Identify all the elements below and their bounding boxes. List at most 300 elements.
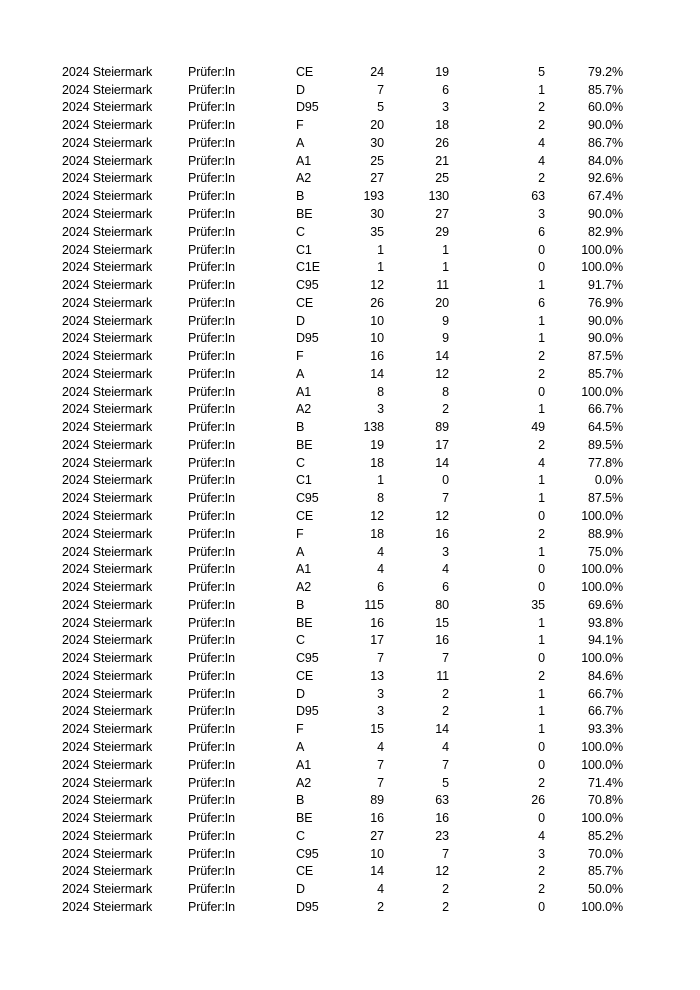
cell-license-class: F <box>296 118 304 133</box>
cell-failed: 1 <box>538 82 545 97</box>
cell-failed: 0 <box>538 384 545 399</box>
cell-year-region: 2024 Steiermark <box>62 402 153 417</box>
cell-license-class: C1 <box>296 242 312 257</box>
cell-license-class: C <box>296 224 305 239</box>
cell-pass-rate: 66.7% <box>588 402 623 417</box>
cell-pass-rate: 93.8% <box>588 615 623 630</box>
cell-pass-rate: 100.0% <box>581 509 623 524</box>
cell-examiner-role: Prüfer:In <box>188 668 236 683</box>
cell-passed: 14 <box>435 722 449 737</box>
cell-year-region: 2024 Steiermark <box>62 295 153 310</box>
cell-pass-rate: 69.6% <box>588 597 623 612</box>
cell-year-region: 2024 Steiermark <box>62 384 153 399</box>
cell-total: 10 <box>370 846 384 861</box>
cell-year-region: 2024 Steiermark <box>62 366 153 381</box>
table-row <box>62 489 623 507</box>
cell-pass-rate: 92.6% <box>588 171 623 186</box>
cell-license-class: D95 <box>296 899 319 914</box>
cell-examiner-role: Prüfer:In <box>188 597 236 612</box>
table-row <box>62 63 623 81</box>
cell-year-region: 2024 Steiermark <box>62 757 153 772</box>
cell-license-class: C1E <box>296 260 321 275</box>
cell-pass-rate: 70.8% <box>588 793 623 808</box>
cell-pass-rate: 90.0% <box>588 118 623 133</box>
cell-year-region: 2024 Steiermark <box>62 864 153 879</box>
cell-failed: 4 <box>538 153 545 168</box>
cell-year-region: 2024 Steiermark <box>62 242 153 257</box>
cell-total: 2 <box>377 899 384 914</box>
cell-license-class: CE <box>296 64 314 79</box>
cell-license-class: D <box>296 82 305 97</box>
cell-examiner-role: Prüfer:In <box>188 153 236 168</box>
cell-license-class: F <box>296 526 304 541</box>
cell-passed: 2 <box>442 402 449 417</box>
cell-passed: 4 <box>442 562 449 577</box>
cell-failed: 1 <box>538 722 545 737</box>
cell-total: 27 <box>370 828 384 843</box>
cell-examiner-role: Prüfer:In <box>188 366 236 381</box>
cell-year-region: 2024 Steiermark <box>62 846 153 861</box>
cell-failed: 1 <box>538 331 545 346</box>
cell-total: 8 <box>377 384 384 399</box>
cell-year-region: 2024 Steiermark <box>62 828 153 843</box>
cell-pass-rate: 85.7% <box>588 366 623 381</box>
cell-pass-rate: 76.9% <box>588 295 623 310</box>
cell-license-class: D95 <box>296 331 319 346</box>
cell-year-region: 2024 Steiermark <box>62 526 153 541</box>
cell-failed: 2 <box>538 366 545 381</box>
cell-license-class: F <box>296 722 304 737</box>
cell-license-class: A2 <box>296 402 312 417</box>
cell-passed: 9 <box>442 331 449 346</box>
cell-failed: 1 <box>538 704 545 719</box>
table-row <box>62 560 623 578</box>
cell-passed: 89 <box>435 420 449 435</box>
cell-passed: 23 <box>435 828 449 843</box>
cell-examiner-role: Prüfer:In <box>188 882 236 897</box>
table-row <box>62 418 623 436</box>
cell-license-class: D95 <box>296 704 319 719</box>
table-row <box>62 738 623 756</box>
cell-examiner-role: Prüfer:In <box>188 420 236 435</box>
cell-year-region: 2024 Steiermark <box>62 135 153 150</box>
cell-year-region: 2024 Steiermark <box>62 597 153 612</box>
cell-license-class: D <box>296 882 305 897</box>
cell-total: 35 <box>370 224 384 239</box>
cell-examiner-role: Prüfer:In <box>188 651 236 666</box>
cell-failed: 1 <box>538 491 545 506</box>
cell-examiner-role: Prüfer:In <box>188 704 236 719</box>
cell-failed: 2 <box>538 171 545 186</box>
cell-examiner-role: Prüfer:In <box>188 402 236 417</box>
cell-examiner-role: Prüfer:In <box>188 473 236 488</box>
cell-examiner-role: Prüfer:In <box>188 384 236 399</box>
cell-examiner-role: Prüfer:In <box>188 278 236 293</box>
table-row <box>62 898 623 916</box>
cell-failed: 0 <box>538 899 545 914</box>
cell-pass-rate: 87.5% <box>588 349 623 364</box>
cell-examiner-role: Prüfer:In <box>188 349 236 364</box>
cell-pass-rate: 75.0% <box>588 544 623 559</box>
cell-year-region: 2024 Steiermark <box>62 562 153 577</box>
cell-year-region: 2024 Steiermark <box>62 171 153 186</box>
cell-failed: 6 <box>538 224 545 239</box>
cell-total: 4 <box>377 544 384 559</box>
cell-license-class: CE <box>296 668 314 683</box>
cell-pass-rate: 79.2% <box>588 64 623 79</box>
cell-failed: 1 <box>538 402 545 417</box>
cell-examiner-role: Prüfer:In <box>188 615 236 630</box>
cell-license-class: C95 <box>296 491 319 506</box>
cell-examiner-role: Prüfer:In <box>188 739 236 754</box>
cell-failed: 1 <box>538 278 545 293</box>
cell-failed: 3 <box>538 207 545 221</box>
cell-examiner-role: Prüfer:In <box>188 455 236 470</box>
cell-total: 1 <box>377 260 384 275</box>
table-row <box>62 525 623 543</box>
cell-passed: 9 <box>442 313 449 328</box>
cell-failed: 0 <box>538 562 545 577</box>
cell-examiner-role: Prüfer:In <box>188 562 236 577</box>
cell-passed: 18 <box>435 118 449 133</box>
cell-total: 20 <box>370 118 384 133</box>
cell-total: 8 <box>377 491 384 506</box>
cell-passed: 2 <box>442 704 449 719</box>
cell-year-region: 2024 Steiermark <box>62 260 153 275</box>
cell-examiner-role: Prüfer:In <box>188 509 236 524</box>
cell-passed: 20 <box>435 295 449 310</box>
cell-license-class: BE <box>296 811 313 826</box>
cell-pass-rate: 66.7% <box>588 686 623 701</box>
cell-license-class: A <box>296 135 305 150</box>
cell-pass-rate: 100.0% <box>581 899 623 914</box>
cell-license-class: A2 <box>296 580 312 595</box>
cell-passed: 19 <box>435 64 449 79</box>
cell-license-class: BE <box>296 437 313 452</box>
table-row <box>62 312 623 330</box>
cell-examiner-role: Prüfer:In <box>188 686 236 701</box>
table-row <box>62 365 623 383</box>
cell-total: 138 <box>363 420 384 435</box>
cell-examiner-role: Prüfer:In <box>188 207 236 221</box>
cell-pass-rate: 66.7% <box>588 704 623 719</box>
cell-total: 5 <box>377 100 384 115</box>
cell-license-class: BE <box>296 207 313 221</box>
cell-failed: 63 <box>531 189 545 204</box>
table-row <box>62 276 623 294</box>
cell-examiner-role: Prüfer:In <box>188 82 236 97</box>
cell-total: 14 <box>370 864 384 879</box>
cell-passed: 14 <box>435 455 449 470</box>
cell-year-region: 2024 Steiermark <box>62 544 153 559</box>
cell-license-class: C1 <box>296 473 312 488</box>
table-row <box>62 258 623 276</box>
cell-examiner-role: Prüfer:In <box>188 260 236 275</box>
cell-year-region: 2024 Steiermark <box>62 491 153 506</box>
cell-total: 18 <box>370 526 384 541</box>
cell-pass-rate: 89.5% <box>588 437 623 452</box>
table-row <box>62 134 623 152</box>
cell-license-class: C <box>296 828 305 843</box>
cell-license-class: D95 <box>296 100 319 115</box>
cell-license-class: B <box>296 420 305 435</box>
cell-failed: 2 <box>538 118 545 133</box>
cell-pass-rate: 84.6% <box>588 668 623 683</box>
cell-passed: 1 <box>442 260 449 275</box>
cell-pass-rate: 100.0% <box>581 757 623 772</box>
table-row <box>62 774 623 792</box>
table-row <box>62 454 623 472</box>
cell-examiner-role: Prüfer:In <box>188 331 236 346</box>
cell-year-region: 2024 Steiermark <box>62 615 153 630</box>
cell-passed: 7 <box>442 757 449 772</box>
table-row <box>62 649 623 667</box>
cell-total: 10 <box>370 313 384 328</box>
cell-failed: 0 <box>538 509 545 524</box>
cell-total: 6 <box>377 580 384 595</box>
cell-pass-rate: 86.7% <box>588 135 623 150</box>
cell-year-region: 2024 Steiermark <box>62 64 153 79</box>
cell-total: 18 <box>370 455 384 470</box>
cell-examiner-role: Prüfer:In <box>188 633 236 648</box>
cell-pass-rate: 93.3% <box>588 722 623 737</box>
cell-license-class: BE <box>296 615 313 630</box>
cell-year-region: 2024 Steiermark <box>62 331 153 346</box>
cell-total: 1 <box>377 242 384 257</box>
table-row <box>62 632 623 650</box>
table-row <box>62 791 623 809</box>
cell-failed: 4 <box>538 828 545 843</box>
cell-pass-rate: 94.1% <box>588 633 623 648</box>
cell-passed: 16 <box>435 526 449 541</box>
cell-failed: 2 <box>538 349 545 364</box>
cell-pass-rate: 90.0% <box>588 331 623 346</box>
cell-year-region: 2024 Steiermark <box>62 704 153 719</box>
cell-total: 3 <box>377 402 384 417</box>
cell-total: 7 <box>377 651 384 666</box>
table-row <box>62 685 623 703</box>
cell-passed: 11 <box>436 668 449 683</box>
cell-year-region: 2024 Steiermark <box>62 811 153 826</box>
cell-failed: 1 <box>538 633 545 648</box>
cell-examiner-role: Prüfer:In <box>188 295 236 310</box>
cell-pass-rate: 60.0% <box>588 100 623 115</box>
cell-failed: 0 <box>538 739 545 754</box>
cell-passed: 63 <box>435 793 449 808</box>
cell-total: 30 <box>370 135 384 150</box>
cell-year-region: 2024 Steiermark <box>62 633 153 648</box>
cell-failed: 2 <box>538 882 545 897</box>
cell-failed: 5 <box>538 64 545 79</box>
cell-year-region: 2024 Steiermark <box>62 775 153 790</box>
table-row <box>62 720 623 738</box>
cell-pass-rate: 67.4% <box>588 189 623 204</box>
cell-year-region: 2024 Steiermark <box>62 722 153 737</box>
cell-pass-rate: 100.0% <box>581 811 623 826</box>
table-row <box>62 223 623 241</box>
cell-total: 26 <box>370 295 384 310</box>
cell-pass-rate: 0.0% <box>594 473 623 488</box>
cell-license-class: B <box>296 793 305 808</box>
cell-examiner-role: Prüfer:In <box>188 437 236 452</box>
cell-total: 4 <box>377 562 384 577</box>
results-table <box>62 63 623 916</box>
cell-passed: 2 <box>442 899 449 914</box>
cell-examiner-role: Prüfer:In <box>188 846 236 861</box>
cell-passed: 29 <box>435 224 449 239</box>
cell-license-class: CE <box>296 509 314 524</box>
cell-examiner-role: Prüfer:In <box>188 118 236 133</box>
table-row <box>62 472 623 490</box>
cell-failed: 49 <box>531 420 545 435</box>
cell-failed: 0 <box>538 580 545 595</box>
cell-failed: 2 <box>538 864 545 879</box>
cell-license-class: C95 <box>296 846 319 861</box>
cell-year-region: 2024 Steiermark <box>62 668 153 683</box>
cell-license-class: A2 <box>296 171 312 186</box>
cell-license-class: A <box>296 366 305 381</box>
cell-total: 16 <box>370 811 384 826</box>
cell-total: 193 <box>363 189 384 204</box>
cell-total: 7 <box>377 775 384 790</box>
cell-license-class: B <box>296 189 305 204</box>
cell-passed: 27 <box>435 207 449 221</box>
cell-examiner-role: Prüfer:In <box>188 171 236 186</box>
cell-pass-rate: 100.0% <box>581 384 623 399</box>
cell-passed: 3 <box>442 544 449 559</box>
cell-examiner-role: Prüfer:In <box>188 491 236 506</box>
cell-examiner-role: Prüfer:In <box>188 135 236 150</box>
cell-total: 1 <box>377 473 384 488</box>
cell-pass-rate: 100.0% <box>581 739 623 754</box>
table-row <box>62 543 623 561</box>
cell-total: 27 <box>370 171 384 186</box>
cell-pass-rate: 71.4% <box>588 775 623 790</box>
table-row <box>62 436 623 454</box>
cell-passed: 7 <box>442 491 449 506</box>
table-row <box>62 827 623 845</box>
cell-total: 14 <box>370 366 384 381</box>
cell-pass-rate: 85.7% <box>588 82 623 97</box>
cell-passed: 2 <box>442 686 449 701</box>
cell-passed: 2 <box>442 882 449 897</box>
cell-pass-rate: 100.0% <box>581 651 623 666</box>
cell-year-region: 2024 Steiermark <box>62 473 153 488</box>
cell-examiner-role: Prüfer:In <box>188 899 236 914</box>
table-row <box>62 152 623 170</box>
table-row <box>62 99 623 117</box>
table-row <box>62 81 623 99</box>
cell-passed: 16 <box>435 811 449 826</box>
cell-failed: 2 <box>538 526 545 541</box>
cell-year-region: 2024 Steiermark <box>62 580 153 595</box>
cell-pass-rate: 85.2% <box>588 828 623 843</box>
cell-total: 16 <box>370 349 384 364</box>
cell-license-class: D <box>296 313 305 328</box>
cell-license-class: F <box>296 349 304 364</box>
cell-license-class: A1 <box>296 757 312 772</box>
cell-license-class: C <box>296 633 305 648</box>
cell-failed: 4 <box>538 135 545 150</box>
cell-failed: 1 <box>538 473 545 488</box>
cell-license-class: CE <box>296 295 314 310</box>
cell-examiner-role: Prüfer:In <box>188 224 236 239</box>
cell-passed: 130 <box>428 189 449 204</box>
cell-license-class: A <box>296 544 305 559</box>
cell-total: 16 <box>370 615 384 630</box>
cell-examiner-role: Prüfer:In <box>188 757 236 772</box>
cell-failed: 2 <box>538 775 545 790</box>
cell-year-region: 2024 Steiermark <box>62 899 153 914</box>
cell-pass-rate: 64.5% <box>588 420 623 435</box>
cell-license-class: A <box>296 739 305 754</box>
cell-pass-rate: 90.0% <box>588 313 623 328</box>
table-row <box>62 294 623 312</box>
cell-total: 89 <box>370 793 384 808</box>
cell-examiner-role: Prüfer:In <box>188 189 236 204</box>
cell-examiner-role: Prüfer:In <box>188 242 236 257</box>
cell-license-class: A1 <box>296 384 312 399</box>
cell-pass-rate: 87.5% <box>588 491 623 506</box>
cell-total: 17 <box>370 633 384 648</box>
cell-passed: 12 <box>435 366 449 381</box>
cell-passed: 16 <box>435 633 449 648</box>
cell-total: 25 <box>370 153 384 168</box>
cell-pass-rate: 91.7% <box>588 278 623 293</box>
cell-passed: 21 <box>435 153 449 168</box>
table-row <box>62 703 623 721</box>
cell-passed: 11 <box>436 278 449 293</box>
cell-passed: 8 <box>442 384 449 399</box>
table-row <box>62 187 623 205</box>
cell-passed: 7 <box>442 846 449 861</box>
cell-passed: 5 <box>442 775 449 790</box>
cell-examiner-role: Prüfer:In <box>188 793 236 808</box>
table-row <box>62 205 623 223</box>
cell-failed: 1 <box>538 544 545 559</box>
cell-examiner-role: Prüfer:In <box>188 775 236 790</box>
cell-year-region: 2024 Steiermark <box>62 509 153 524</box>
cell-year-region: 2024 Steiermark <box>62 278 153 293</box>
table-row <box>62 347 623 365</box>
table-row <box>62 596 623 614</box>
cell-total: 115 <box>364 597 384 612</box>
cell-total: 15 <box>370 722 384 737</box>
cell-failed: 1 <box>538 686 545 701</box>
table-row <box>62 845 623 863</box>
cell-passed: 6 <box>442 82 449 97</box>
cell-failed: 0 <box>538 242 545 257</box>
cell-passed: 3 <box>442 100 449 115</box>
cell-year-region: 2024 Steiermark <box>62 686 153 701</box>
cell-pass-rate: 84.0% <box>588 153 623 168</box>
cell-total: 4 <box>377 739 384 754</box>
cell-total: 12 <box>370 278 384 293</box>
cell-passed: 0 <box>442 473 449 488</box>
table-row <box>62 329 623 347</box>
table-row <box>62 667 623 685</box>
cell-pass-rate: 50.0% <box>588 882 623 897</box>
cell-examiner-role: Prüfer:In <box>188 64 236 79</box>
cell-year-region: 2024 Steiermark <box>62 118 153 133</box>
cell-failed: 2 <box>538 100 545 115</box>
cell-passed: 17 <box>435 437 449 452</box>
cell-failed: 35 <box>531 597 545 612</box>
cell-passed: 12 <box>435 864 449 879</box>
cell-year-region: 2024 Steiermark <box>62 882 153 897</box>
cell-year-region: 2024 Steiermark <box>62 153 153 168</box>
cell-failed: 0 <box>538 260 545 275</box>
